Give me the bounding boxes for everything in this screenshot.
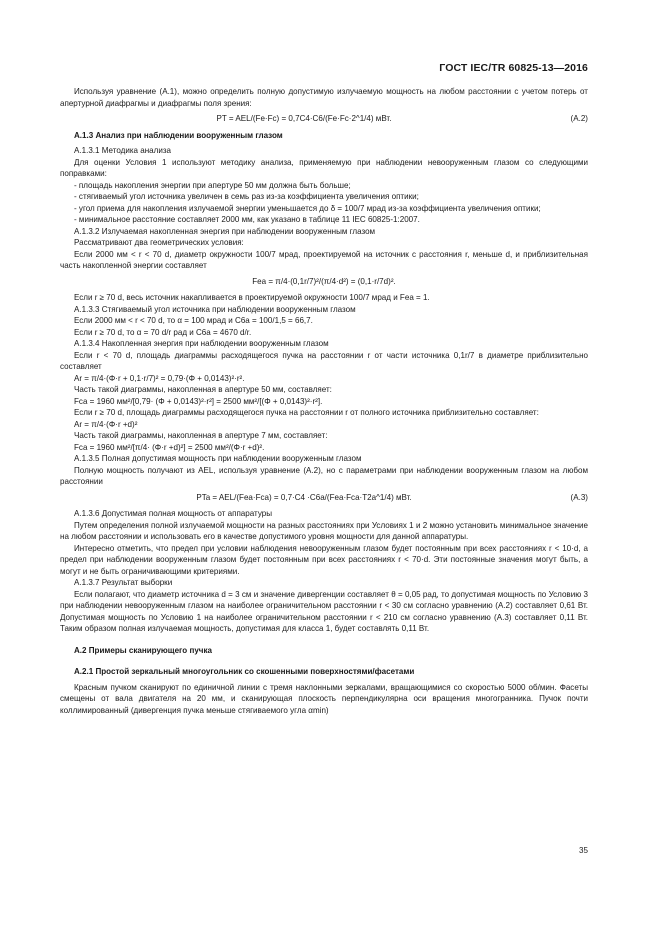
paragraph: Если r < 70 d, площадь диаграммы расходящегося пучка на расстоянии r от части источника 0,1r/7 в диаметре приблизительно составляет (60, 350, 588, 371)
paragraph: Полную мощность получают из AEL, используя уравнение (А.2), но с параметрами при наблюдении вооруженным глазом на любом расстоянии (60, 465, 588, 486)
equation-formula: Fea = π/4·(0,1r/7)²/(π/4·d²) = (0,1·r/7d)². (252, 276, 396, 286)
page-header: ГОСТ IEC/TR 60825-13—2016 (439, 62, 588, 74)
list-item: - угол приема для накопления излучаемой энергии уменьшается до δ = 100/7 мрад из-за коэффициента увеличения оптики; (74, 203, 541, 213)
equation-formula: PTa = AEL/(Fea·Fca) = 0,7·C4 ·C6a/(Fea·Fca·T2a^1/4) мВт. (196, 492, 412, 502)
subsection-title: А.1.3.6 Допустимая полная мощность от аппаратуры (74, 509, 273, 518)
subsection-title: А.1.3.3 Стягиваемый угол источника при наблюдении вооруженным глазом (74, 304, 356, 314)
list-item: - стягиваемый угол источника увеличен в семь раз из-за коэффициента увеличения оптики; (74, 192, 419, 201)
list-item: - минимальное расстояние составляет 2000 мм, как указано в таблице 11 IEC 60825-1:2007. (74, 215, 420, 224)
subsection-title: А.1.3.4 Накопленная энергия при наблюдении вооруженным глазом (74, 339, 329, 348)
equation-number: (A.2) (570, 114, 588, 123)
formula-line: Ar = π/4·(Φ·r +d)² (74, 419, 138, 429)
paragraph: Часть такой диаграммы, накопленная в апертуре 50 мм, составляет: (74, 385, 332, 394)
formula-line: Fca = 1960 мм²/[0,79· (Φ + 0,0143)²·r²] = 2500 мм²/[(Φ + 0,0143)²·r²]. (74, 396, 323, 406)
paragraph: Рассматривают два геометрических условия: (74, 238, 244, 247)
section-heading: А.1.3 Анализ при наблюдении вооруженным глазом (74, 130, 283, 140)
paragraph: Если r ≥ 70 d, площадь диаграммы расходящегося пучка на расстоянии r от полного источника приблизительно составляет: (74, 408, 539, 417)
paragraph: Если полагают, что диаметр источника d = 3 см и значение дивергенции составляет θ = 0,05 рад, то допустимая мощность по Условию 3 при наблюдении невооруженным глазом на наиболее ограничительном расстоянии r < 30 см согласно уравнению (А.2) составляет 0,61 Вт. Допустимая мощность по Условию 1 на наиболее ограничительном расстоянии r < 210 см согласно уравнению (А.3) составляет 0,11 Вт. Таким образом полная излучаемая мощность, допустимая для класса 1, будет составлять 0,11 Вт. (60, 589, 588, 633)
formula-line: Fca = 1960 мм²/[π/4· (Φ·r +d)²] = 2500 мм²/(Φ·r +d)². (74, 442, 265, 452)
section-heading: А.2.1 Простой зеркальный многоугольник со скошенными поверхностями/фасетами (74, 667, 415, 676)
paragraph: Для оценки Условия 1 используют методику анализа, применяемую при наблюдении невооруженным глазом со следующими поправками: (60, 157, 588, 178)
paragraph: Если 2000 мм < r < 70 d, диаметр окружности 100/7 мрад, проектируемой на источник с расстояния r, меньше d, и приблизительная часть накопленной энергии составляет (60, 249, 588, 270)
page-content (60, 86, 588, 716)
equation-fea (60, 276, 588, 288)
paragraph: Путем определения полной излучаемой мощности на разных расстояниях при Условиях 1 и 2 можно установить минимальное значение на любом расстоянии и использовать его в качестве допустимого уровня мощности для данной аппаратуры. (60, 520, 588, 541)
paragraph: Интересно отметить, что предел при условии наблюдения невооруженным глазом будет постоянным при всех расстояниях r < 10·d, а предел при наблюдении вооруженным глазом будет постоянным при всех расстояниях r < 70·d. Эти постоянные значения могут быть, а могут и не быть ограничивающими критериями. (60, 543, 588, 576)
paragraph: Если 2000 мм < r < 70 d, то α = 100 мрад и C6a = 100/1,5 = 66,7. (74, 316, 313, 325)
equation-formula: PT = AEL/(Fe·Fc) = 0,7C4·C6/(Fe·Fc·2^1/4) мВт. (216, 114, 392, 123)
formula-line: Ar = π/4·(Φ·r + 0,1·r/7)² = 0,79·(Φ + 0,0143)²·r². (74, 373, 245, 383)
subsection-title: А.1.3.7 Результат выборки (74, 578, 173, 587)
page-number: 35 (579, 846, 588, 855)
paragraph: Используя уравнение (А.1), можно определить полную допустимую излучаемую мощность на любом расстоянии с учетом потерь от апертурной диафрагмы и диафрагмы поля зрения: (60, 87, 588, 108)
equation-a2 (60, 113, 588, 125)
equation-a3 (60, 492, 588, 504)
paragraph: Часть такой диаграммы, накопленная в апертуре 7 мм, составляет: (74, 431, 328, 440)
subsection-title: А.1.3.5 Полная допустимая мощность при наблюдении вооруженным глазом (74, 454, 362, 463)
section-heading: А.2 Примеры сканирующего пучка (74, 645, 212, 655)
paragraph: Красным пучком сканируют по единичной линии с тремя наклонными зеркалами, вращающимися со скоростью 5000 об/мин. Фасеты смещены от вала двигателя на 20 мм, и сканирующая плоскость перпендикулярна оси вращения многогранника. Пучок почти коллимированный (дивергенция пучка меньше стягиваемого угла αmin) (60, 682, 588, 715)
paragraph: Если r ≥ 70 d, весь источник накапливается в проектируемой окружности 100/7 мрад и Fea = 1. (74, 293, 430, 302)
subsection-title: А.1.3.2 Излучаемая накопленная энергия при наблюдении вооруженным глазом (74, 226, 376, 236)
subsection-title: А.1.3.1 Методика анализа (74, 146, 171, 155)
equation-number: (А.3) (570, 492, 588, 502)
list-item: - площадь накопления энергии при апертуре 50 мм должна быть больше; (74, 180, 351, 190)
paragraph: Если r ≥ 70 d, то α = 70 d/r рад и C6a = 4670 d/r. (74, 327, 252, 337)
